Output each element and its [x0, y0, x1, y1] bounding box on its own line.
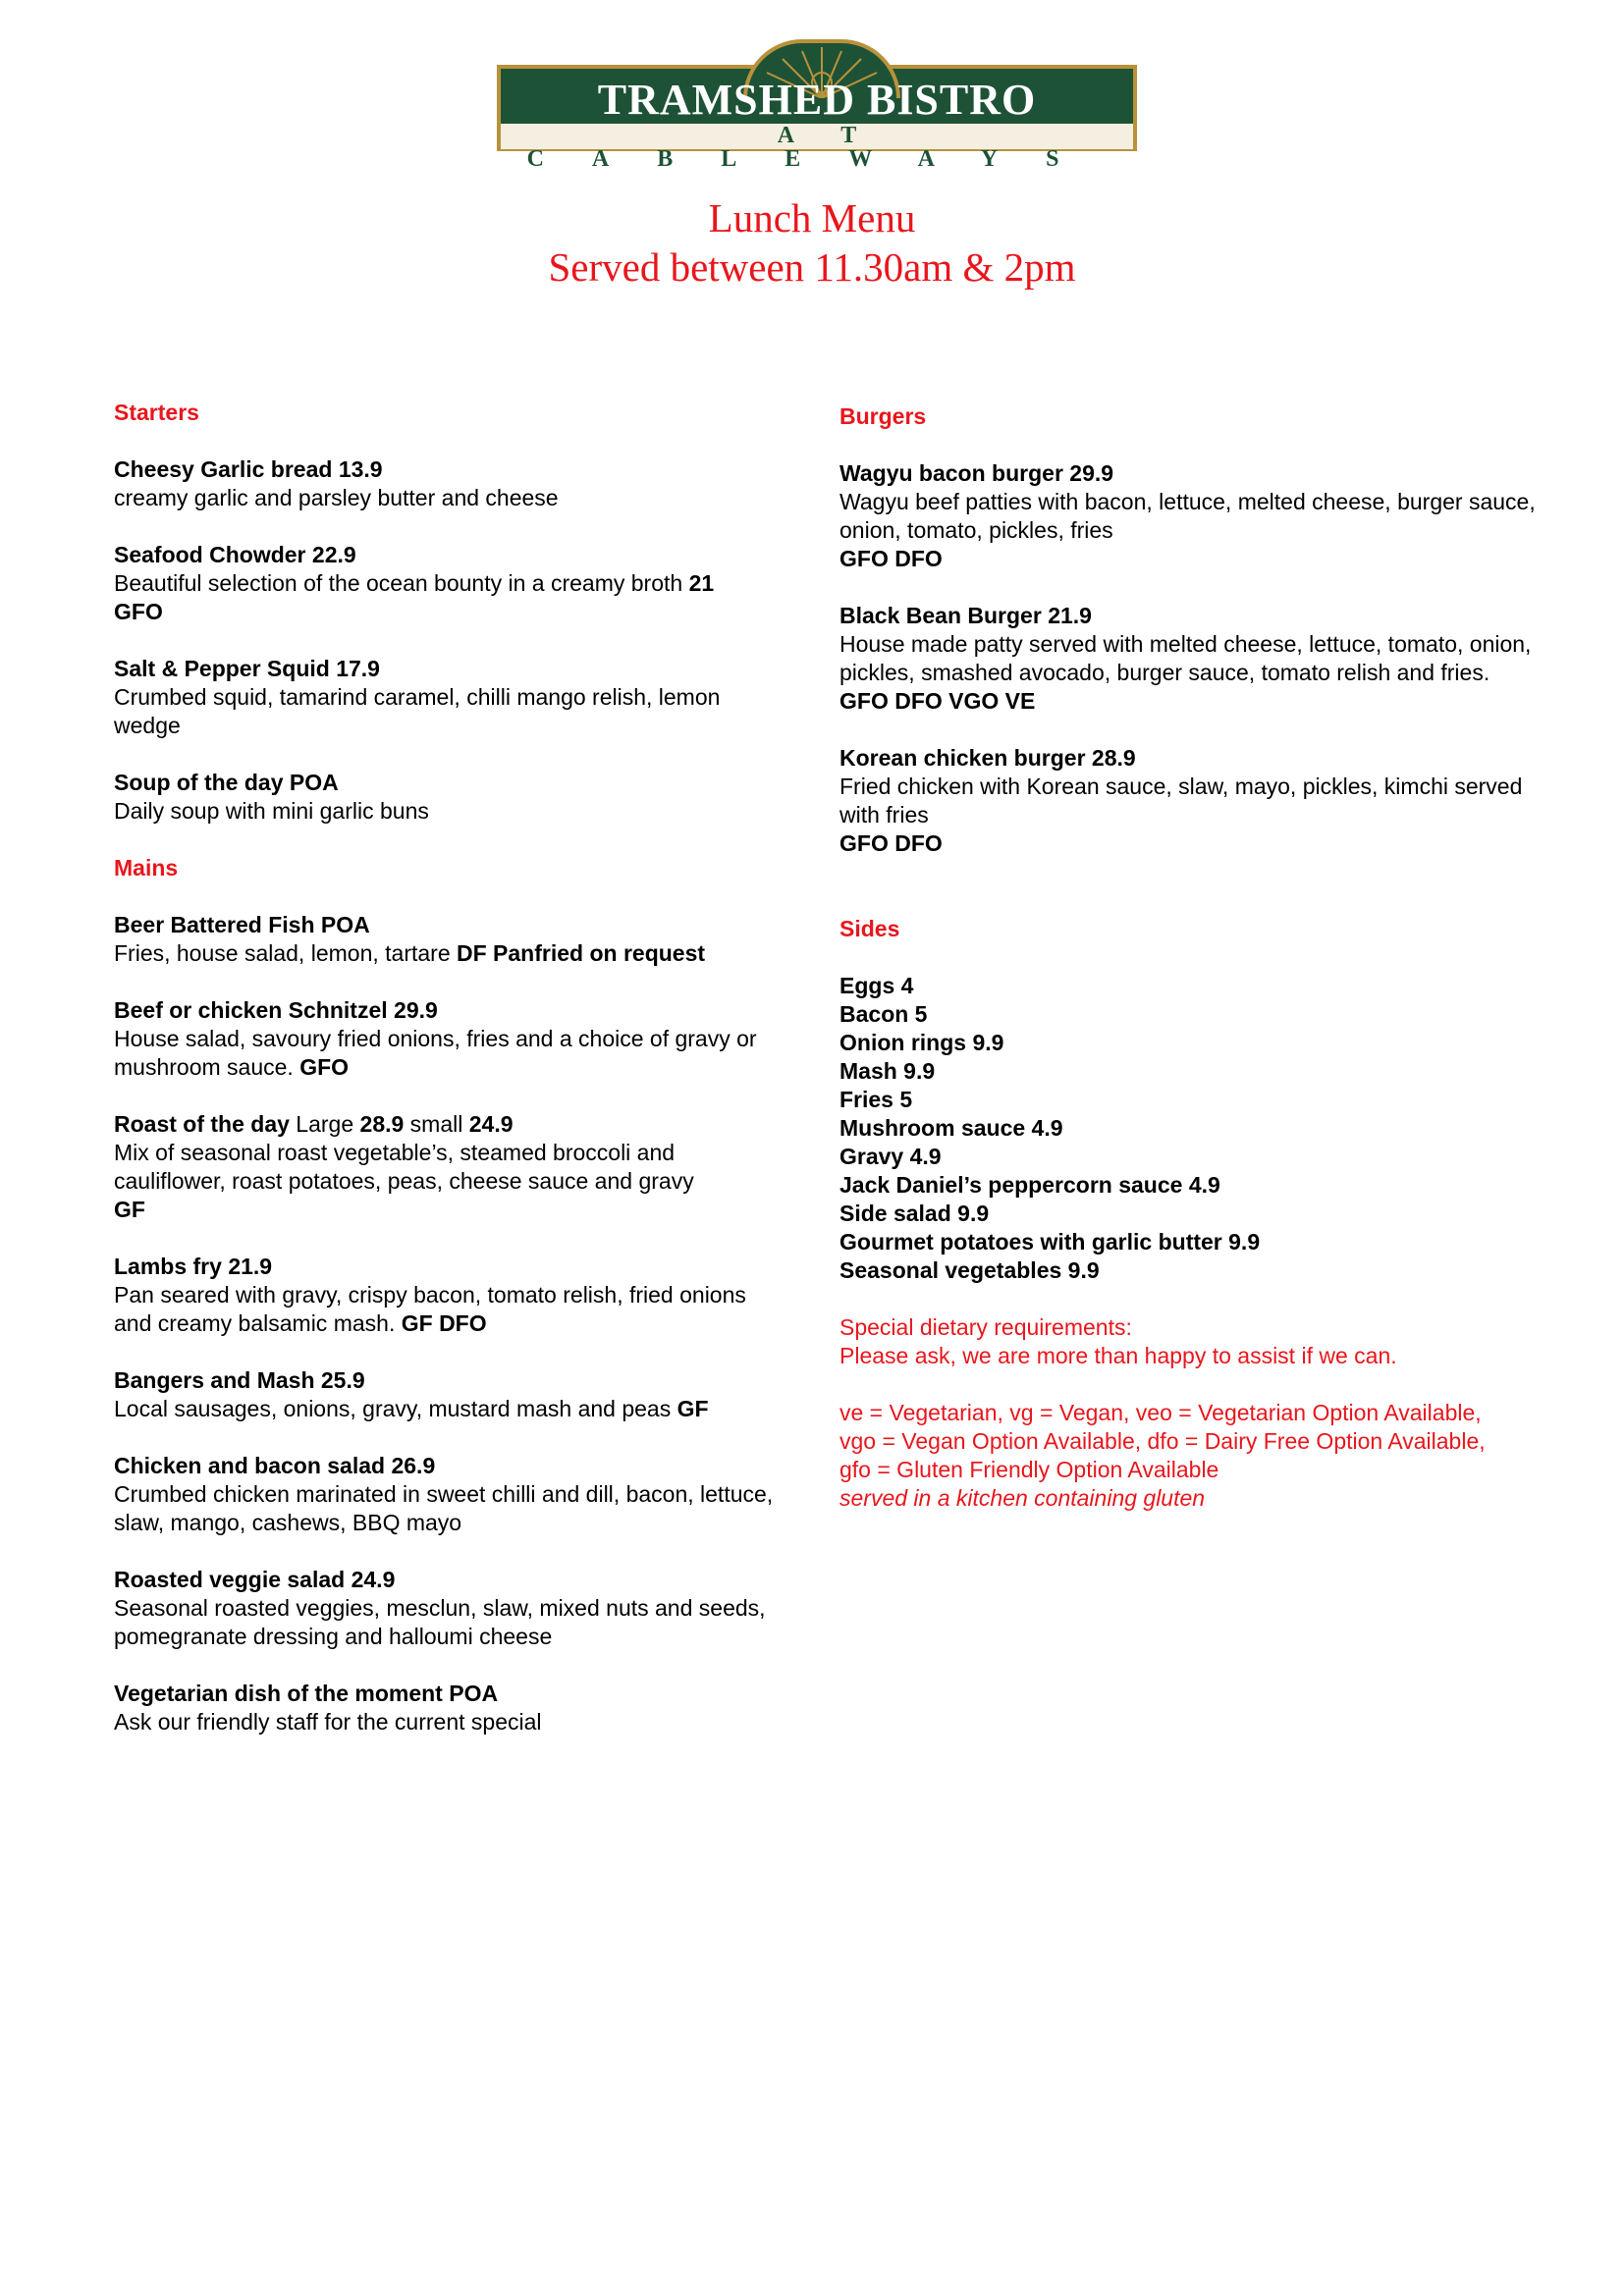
side-item: Eggs 4 — [839, 973, 914, 998]
menu-item — [114, 1110, 782, 1224]
side-item: Jack Daniel’s peppercorn sauce 4.9 — [839, 1172, 1220, 1198]
item-description-text: House salad, savoury fried onions, fries and a choice of gravy or mushroom sauce. — [114, 1026, 757, 1080]
side-item: Mushroom sauce 4.9 — [839, 1115, 1063, 1141]
item-name: Korean chicken burger 28.9 — [839, 745, 1136, 771]
item-name: Wagyu bacon burger 29.9 — [839, 460, 1114, 486]
item-description — [114, 1281, 782, 1338]
menu-item — [114, 1366, 782, 1423]
item-name: Beef or chicken Schnitzel 29.9 — [114, 997, 438, 1023]
item-name: Seafood Chowder 22.9 — [114, 542, 356, 567]
item-description: Wagyu beef patties with bacon, lettuce, melted cheese, burger sauce, onion, tomato, pickles, fries — [839, 489, 1536, 543]
item-name: Roasted veggie salad 24.9 — [114, 1567, 396, 1592]
item-description-text: Beautiful selection of the ocean bounty in a creamy broth — [114, 570, 689, 596]
dietary-legend: gfo = Gluten Friendly Option Available — [839, 1457, 1219, 1482]
restaurant-logo — [497, 65, 1137, 172]
side-item: Onion rings 9.9 — [839, 1030, 1004, 1055]
item-description: Ask our friendly staff for the current special — [114, 1709, 542, 1735]
item-dietary-tags: GFO — [299, 1054, 350, 1080]
item-description: Fried chicken with Korean sauce, slaw, mayo, pickles, kimchi served with fries — [839, 774, 1523, 828]
item-name — [114, 1110, 782, 1139]
item-name: Beer Battered Fish POA — [114, 912, 370, 937]
item-description — [114, 1395, 782, 1423]
side-item: Gourmet potatoes with garlic butter 9.9 — [839, 1229, 1261, 1255]
item-description: Crumbed chicken marinated in sweet chilli and dill, bacon, lettuce, slaw, mango, cashews, BBQ mayo — [114, 1481, 774, 1535]
item-description: Daily soup with mini garlic buns — [114, 798, 429, 824]
item-name: Cheesy Garlic bread 13.9 — [114, 456, 383, 482]
item-price-note: 21 — [688, 570, 715, 596]
section-title-sides: Sides — [839, 916, 900, 941]
item-name: Vegetarian dish of the moment POA — [114, 1681, 499, 1706]
side-item: Bacon 5 — [839, 1001, 928, 1027]
right-column — [839, 402, 1537, 1513]
item-description — [114, 939, 782, 968]
item-description: Mix of seasonal roast vegetable’s, steamed broccoli and cauliflower, roast potatoes, peas, cheese sauce and gravy — [114, 1140, 694, 1194]
dietary-legend: ve = Vegetarian, vg = Vegan, veo = Vegetarian Option Available, — [839, 1400, 1482, 1425]
item-description: Seasonal roasted veggies, mesclun, slaw, mixed nuts and seeds, pomegranate dressing and halloumi cheese — [114, 1595, 766, 1649]
menu-item — [114, 1680, 782, 1736]
section-title-mains: Mains — [114, 855, 179, 881]
size-label-large: Large — [289, 1111, 360, 1137]
menu-item — [839, 744, 1537, 858]
gluten-warning: served in a kitchen containing gluten — [839, 1485, 1206, 1511]
item-description-text: House made patty served with melted cheese, lettuce, tomato, onion, pickles, smashed avocado, burger sauce, tomato relish and fries. — [839, 631, 1532, 685]
menu-subtitle: Served between 11.30am & 2pm — [548, 244, 1076, 290]
item-name-text: Roast of the day — [114, 1111, 290, 1137]
side-item: Fries 5 — [839, 1087, 913, 1112]
item-description: creamy garlic and parsley butter and cheese — [114, 485, 559, 510]
side-item: Gravy 4.9 — [839, 1144, 942, 1169]
item-dietary-tags: GF DFO — [401, 1310, 487, 1336]
section-title-burgers: Burgers — [839, 403, 927, 429]
left-column — [114, 399, 782, 1736]
item-description-text: Local sausages, onions, gravy, mustard mash and peas — [114, 1396, 677, 1421]
menu-item — [114, 1253, 782, 1338]
menu-item — [114, 911, 782, 968]
menu-item — [114, 996, 782, 1082]
item-dietary-tags: GFO — [114, 599, 163, 624]
item-dietary-tags: GF — [677, 1396, 709, 1421]
menu-item — [114, 455, 782, 512]
menu-item — [839, 459, 1537, 573]
logo-name: TRAMSHED BISTRO — [597, 76, 1037, 124]
item-name: Chicken and bacon salad 26.9 — [114, 1453, 436, 1478]
item-description — [839, 630, 1537, 716]
item-name: Bangers and Mash 25.9 — [114, 1367, 365, 1393]
size-label-small: small — [404, 1111, 469, 1137]
item-dietary-tags: GFO DFO — [839, 830, 943, 856]
menu-item — [114, 541, 782, 626]
dietary-requirements-text: Please ask, we are more than happy to assist if we can. — [839, 1343, 1397, 1368]
price-large: 28.9 — [359, 1111, 405, 1137]
section-title-starters: Starters — [114, 400, 199, 425]
menu-item — [839, 602, 1537, 716]
side-item: Mash 9.9 — [839, 1058, 936, 1084]
menu-item — [114, 1452, 782, 1537]
menu-item — [114, 1566, 782, 1651]
item-description: Crumbed squid, tamarind caramel, chilli mango relish, lemon wedge — [114, 684, 721, 738]
item-name: Lambs fry 21.9 — [114, 1254, 273, 1279]
sides-list — [839, 972, 1537, 1285]
price-small: 24.9 — [468, 1111, 514, 1137]
logo-tagline: AT CABLEWAYS — [526, 123, 1108, 172]
item-dietary-tags: GFO DFO VGO VE — [839, 688, 1036, 714]
item-dietary-tags: GFO DFO — [839, 546, 943, 571]
dietary-legend: vgo = Vegan Option Available, dfo = Dairy Free Option Available, — [839, 1428, 1486, 1454]
menu-item — [114, 655, 782, 740]
dietary-requirements-title: Special dietary requirements: — [839, 1314, 1132, 1340]
item-name: Salt & Pepper Squid 17.9 — [114, 656, 380, 681]
item-dietary-tags: DF Panfried on request — [457, 940, 706, 966]
item-description — [114, 1025, 782, 1082]
item-dietary-tags: GF — [114, 1197, 145, 1222]
item-description-text: Fries, house salad, lemon, tartare — [114, 940, 457, 966]
menu-title: Lunch Menu — [708, 195, 916, 240]
menu-item — [114, 769, 782, 826]
item-name: Black Bean Burger 21.9 — [839, 603, 1092, 628]
item-description-text: Pan seared with gravy, crispy bacon, tomato relish, fried onions and creamy balsamic mash. — [114, 1282, 746, 1336]
side-item: Seasonal vegetables 9.9 — [839, 1257, 1100, 1283]
item-description — [114, 569, 782, 598]
side-item: Side salad 9.9 — [839, 1201, 990, 1226]
item-name: Soup of the day POA — [114, 770, 339, 795]
